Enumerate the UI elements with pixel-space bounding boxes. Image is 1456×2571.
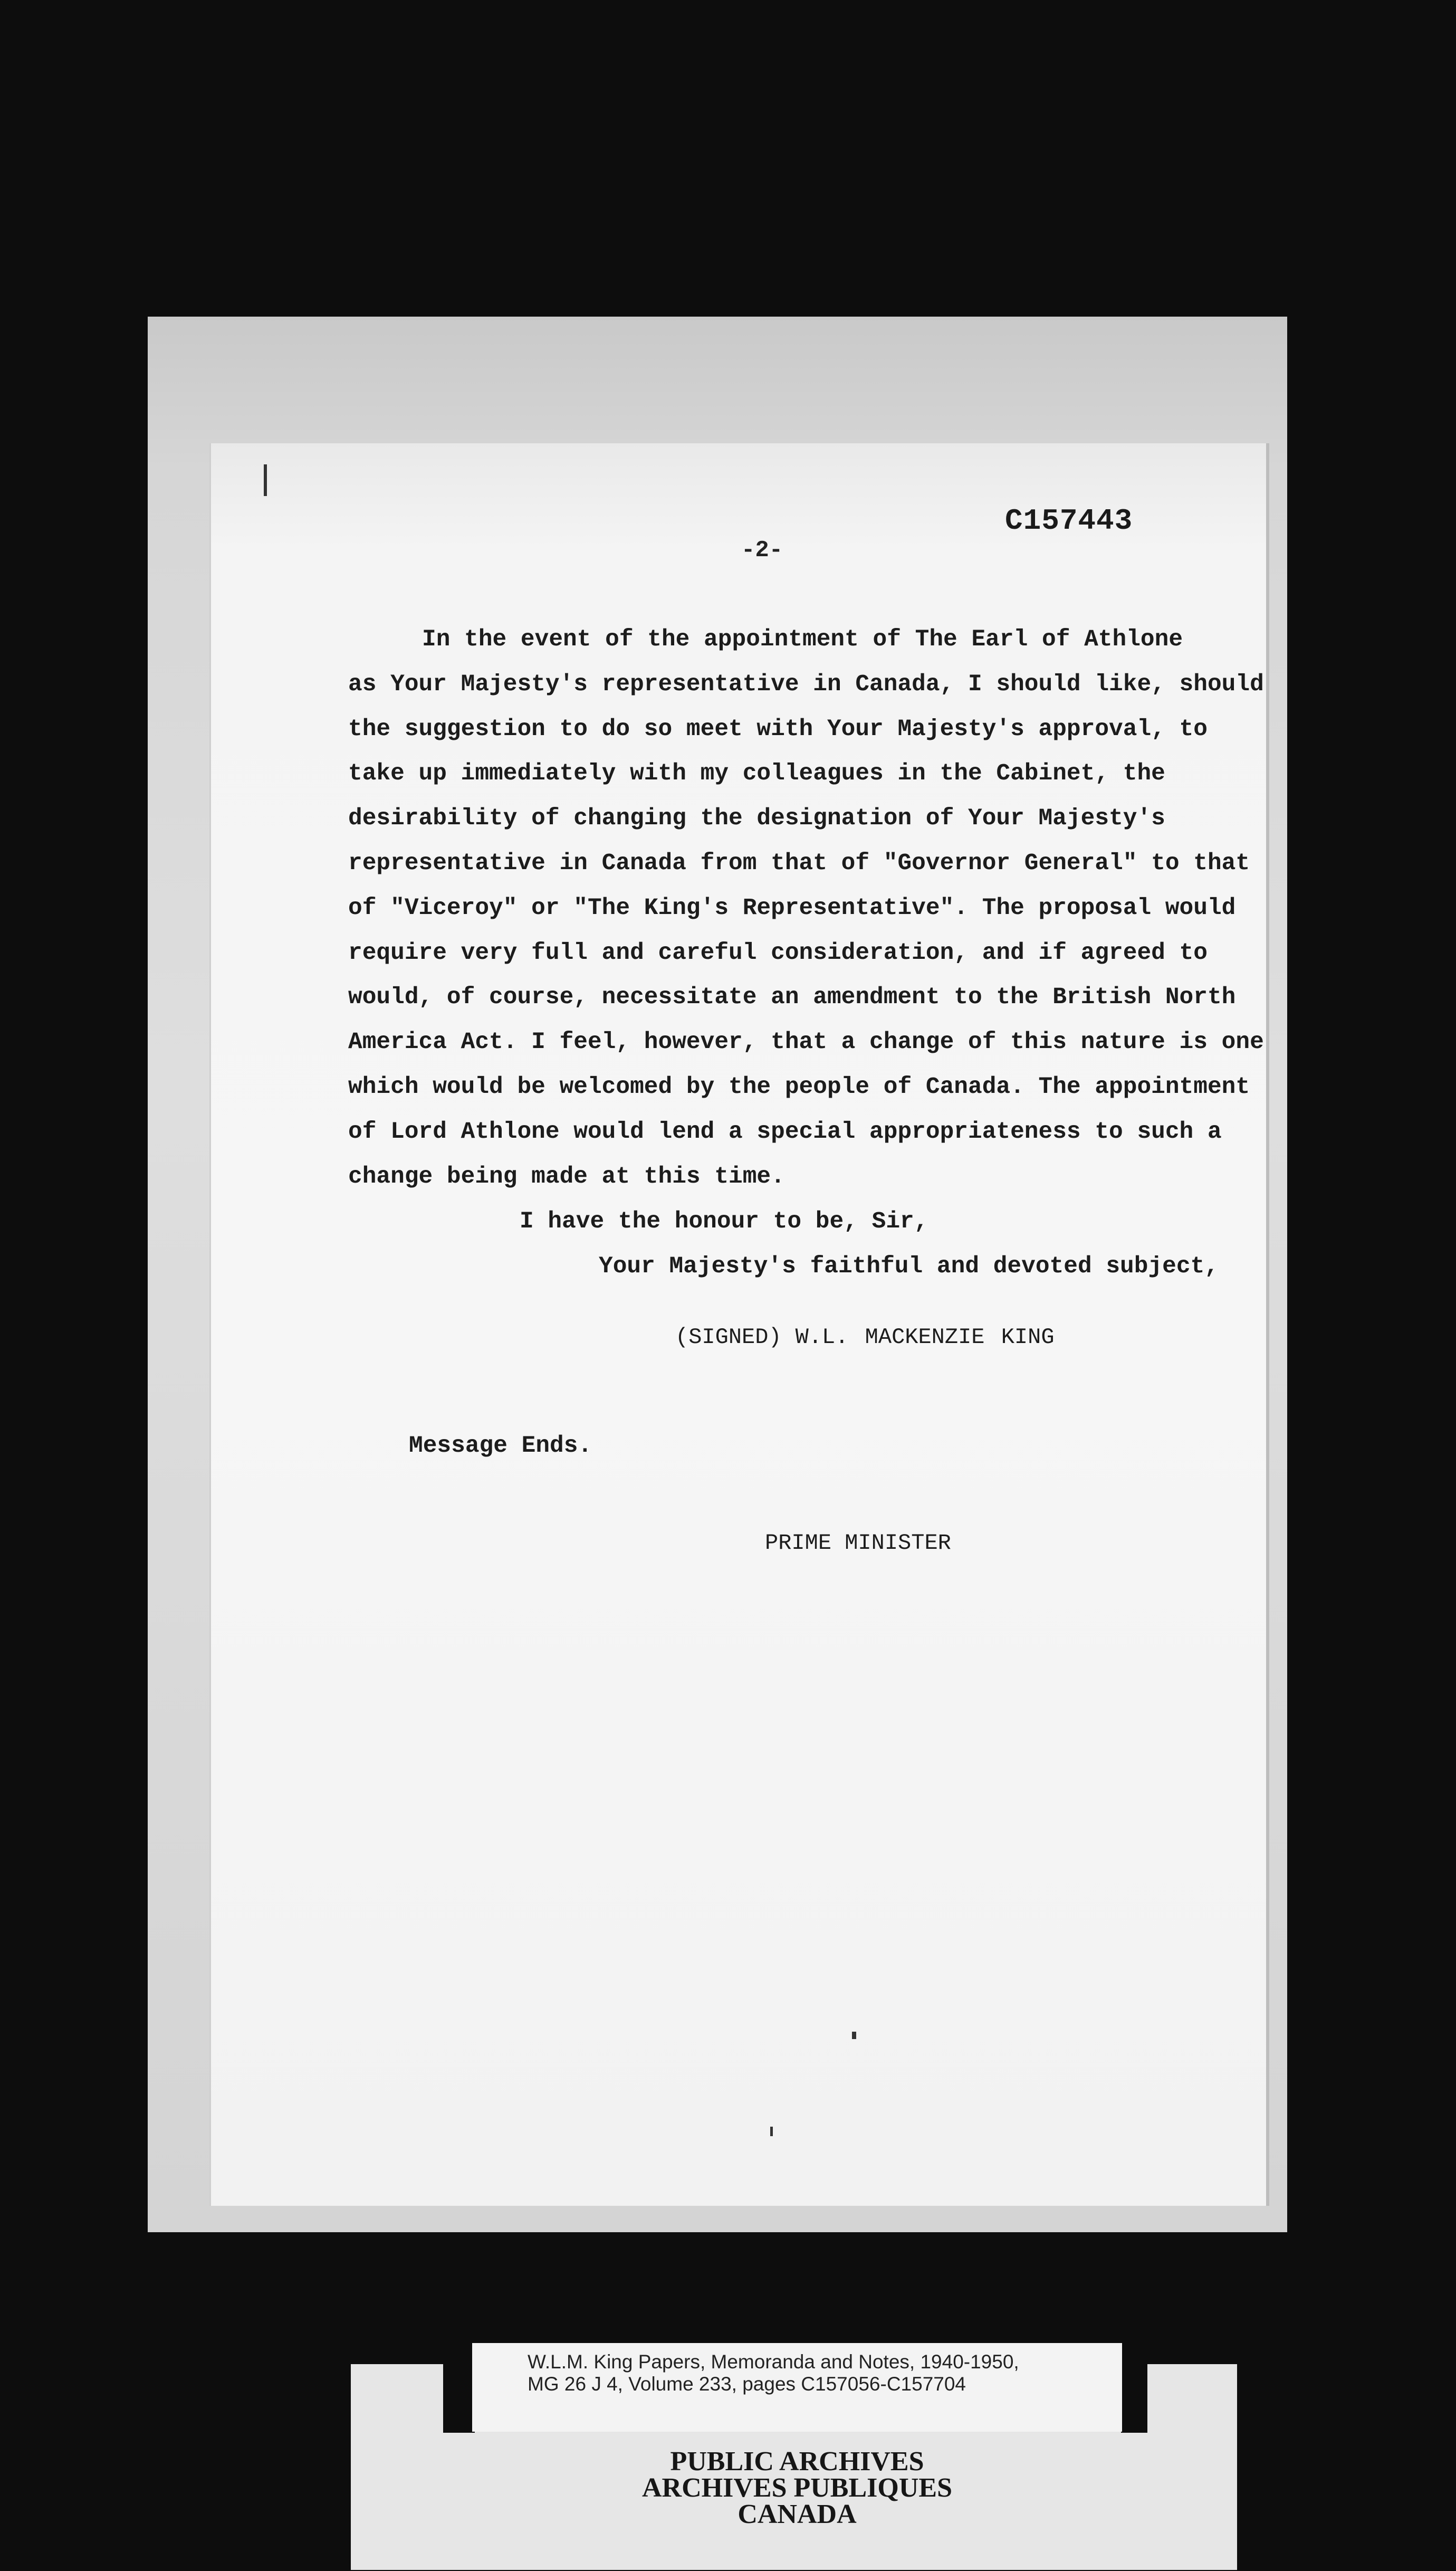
body-line: of "Viceroy" or "The King's Representative". The proposal would [348,894,1236,921]
archive-reference-text [528,2351,1019,2395]
body-line: the suggestion to do so meet with Your Majesty's approval, to [348,716,1208,742]
label-notch [443,2364,475,2433]
message-ends: Message Ends. [409,1433,592,1459]
body-line: which would be welcomed by the people of Canada. The appointment [348,1073,1250,1100]
archive-stamp-line: PUBLIC ARCHIVES [670,2446,924,2477]
archive-reference-line: MG 26 J 4, Volume 233, pages C157056-C157704 [528,2373,966,2395]
body-line: representative in Canada from that of "Governor General" to that [348,850,1250,877]
signed-label: (SIGNED) [675,1325,782,1350]
body-line: would, of course, necessitate an amendment to the British North [348,984,1236,1011]
body-line: require very full and careful consideration, and if agreed to [348,939,1208,966]
body-line: as Your Majesty's representative in Canada, I should like, should [348,671,1264,698]
letter-body [348,617,1264,1199]
page-speck [852,2032,856,2039]
body-line: take up immediately with my colleagues in the Cabinet, the [348,760,1165,787]
body-line: change being made at this time. [348,1163,785,1190]
closing-salutation: I have the honour to be, Sir, [520,1208,928,1235]
body-line: In the event of the appointment of The Earl of Athlone [422,626,1183,653]
body-line: desirability of changing the designation of Your Majesty's [348,805,1165,832]
page-number: -2- [741,537,783,564]
closing-subscription: Your Majesty's faithful and devoted subject, [599,1253,1219,1280]
signatory-title: PRIME MINISTER [765,1530,951,1556]
archive-stamp-line: ARCHIVES PUBLIQUES [641,2473,953,2503]
archive-reference-line: W.L.M. King Papers, Memoranda and Notes, 1940-1950, [528,2351,1019,2373]
signatory-name: W.L. MACKENZIE KING [795,1325,1055,1350]
document-number: C157443 [1005,504,1133,538]
signature-line [675,1325,1055,1350]
page-speck [770,2127,773,2136]
body-line: of Lord Athlone would lend a special appropriateness to such a [348,1118,1222,1145]
body-line: America Act. I feel, however, that a change of this nature is one [348,1029,1264,1056]
archive-stamp [472,2446,1122,2529]
archive-stamp-line: CANADA [737,2499,857,2529]
label-notch [1121,2364,1147,2433]
page-speck [264,464,267,496]
